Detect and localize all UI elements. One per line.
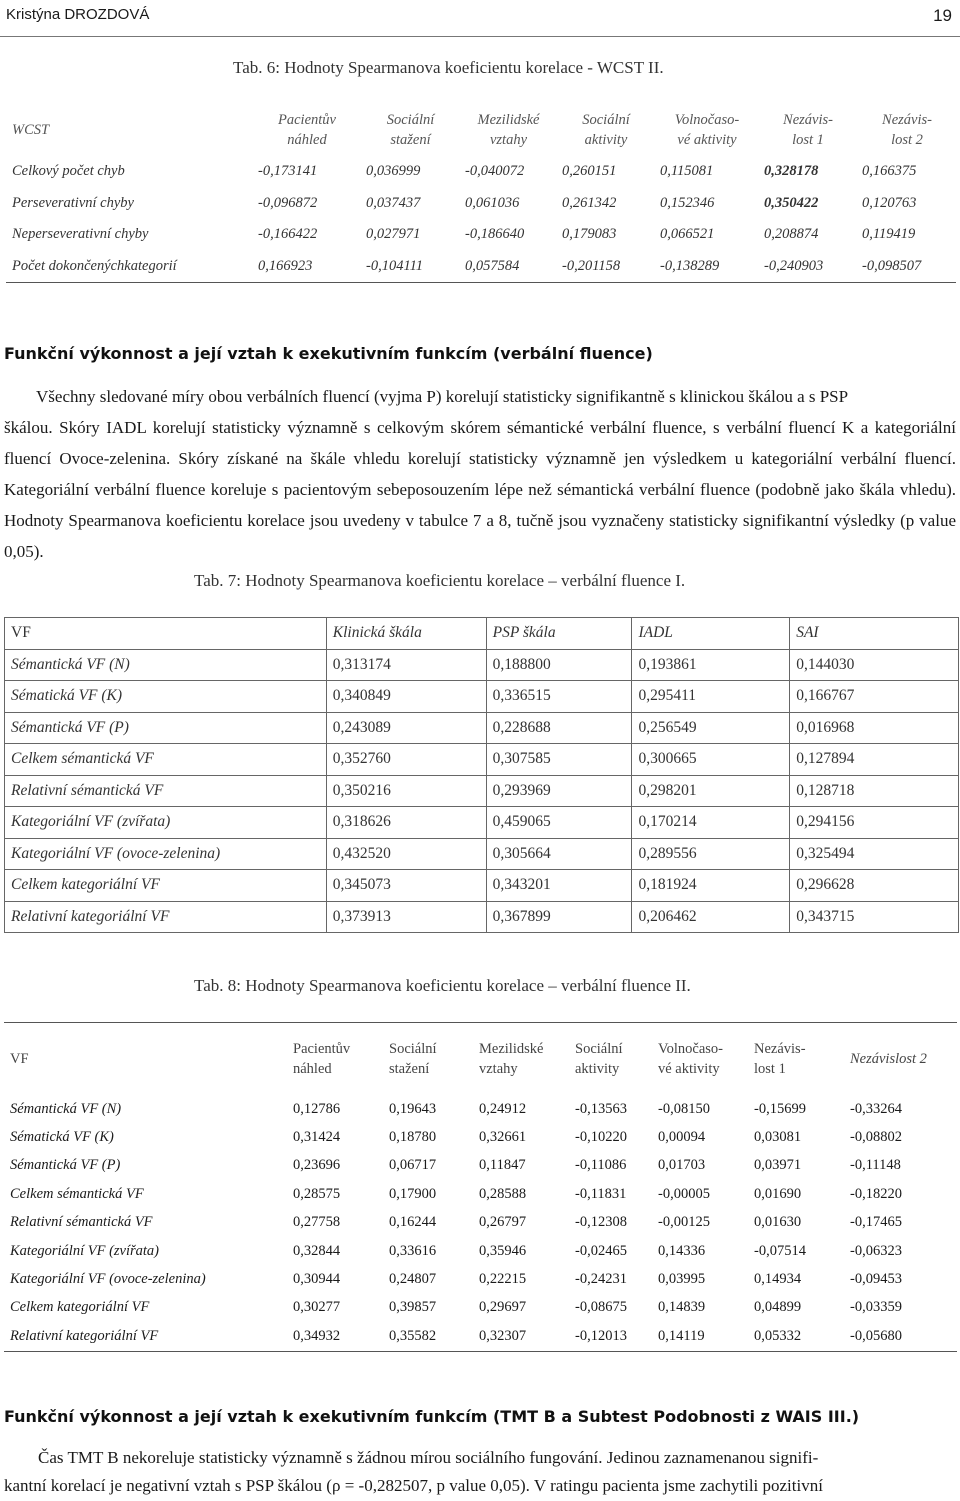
row-label: Sématická VF (K) xyxy=(10,1129,114,1146)
table-cell: 0,119419 xyxy=(862,226,916,243)
table-cell: 0,325494 xyxy=(790,838,959,870)
table-cell: 0,208874 xyxy=(764,226,819,243)
table-cell: -0,040072 xyxy=(465,163,525,180)
table-cell: 0,28588 xyxy=(479,1185,527,1202)
table-cell: 0,260151 xyxy=(562,163,617,180)
column-header: Sociální stažení xyxy=(386,112,435,148)
table-cell: 0,14119 xyxy=(658,1327,705,1344)
table6-wcst xyxy=(6,104,956,283)
table-cell: 0,343715 xyxy=(790,901,959,933)
column-header: Nezávis- lost 1 xyxy=(783,112,833,148)
table-cell: -0,02465 xyxy=(575,1242,627,1259)
column-header: Pacientův náhled xyxy=(293,1041,351,1077)
table-cell: 0,340849 xyxy=(326,681,486,713)
table-cell: 0,193861 xyxy=(632,649,790,681)
row-label: Sémantická VF (P) xyxy=(10,1157,121,1174)
table-cell: 0,03081 xyxy=(754,1129,802,1146)
table-cell: 0,057584 xyxy=(465,257,520,274)
table-cell: 0,206462 xyxy=(632,901,790,933)
table-cell: -0,06323 xyxy=(850,1242,902,1259)
table-cell: 0,17900 xyxy=(389,1185,437,1202)
table-cell: 0,188800 xyxy=(486,649,632,681)
table-cell: 0,34932 xyxy=(293,1327,341,1344)
column-header: Pacientův náhled xyxy=(278,112,336,148)
paragraph-first-line: Všechny sledované míry obou verbálních fluencí (vyjma P) korelují statisticky signifikantně s klinickou škálou a s PSP xyxy=(36,387,849,406)
table8-caption: Tab. 8: Hodnoty Spearmanova koeficientu korelace – verbální fluence II. xyxy=(194,976,691,995)
table-cell: 0,19643 xyxy=(389,1100,437,1117)
table-cell: -0,13563 xyxy=(575,1100,627,1117)
table-cell: 0,29697 xyxy=(479,1299,527,1316)
column-header: Klinická škála xyxy=(326,618,486,650)
table-cell: 0,12786 xyxy=(293,1100,341,1117)
table-cell: -0,240903 xyxy=(764,257,824,274)
row-label: Neperseverativní chyby xyxy=(12,226,149,243)
section-paragraph-tmt xyxy=(4,1444,956,1500)
table-cell: -0,08150 xyxy=(658,1100,710,1117)
column-header: Sociální aktivity xyxy=(582,112,630,148)
table-cell: 0,318626 xyxy=(326,807,486,839)
page-number: 19 xyxy=(933,6,952,25)
table-cell: 0,373913 xyxy=(326,901,486,933)
column-header: Sociální stažení xyxy=(389,1041,437,1077)
table-cell: -0,11086 xyxy=(575,1157,627,1174)
column-header: PSP škála xyxy=(486,618,632,650)
section-paragraph-verbal-fluence xyxy=(4,381,956,567)
column-header: WCST xyxy=(12,122,50,138)
table-cell: 0,14839 xyxy=(658,1299,706,1316)
table-header-row xyxy=(6,104,956,156)
table-cell: 0,181924 xyxy=(632,870,790,902)
table-cell: 0,115081 xyxy=(660,163,714,180)
row-label: Celkem sémantická VF xyxy=(10,1185,144,1202)
table-cell: 0,23696 xyxy=(293,1157,341,1174)
row-label: Kategoriální VF (zvířata) xyxy=(5,807,327,839)
table-cell: 0,036999 xyxy=(366,163,421,180)
table-cell: 0,261342 xyxy=(562,194,617,211)
table-cell: 0,06717 xyxy=(389,1157,437,1174)
column-header: Nezávis- lost 1 xyxy=(754,1041,806,1077)
table-cell: 0,28575 xyxy=(293,1185,341,1202)
table-cell: 0,14934 xyxy=(754,1271,802,1288)
row-label: Relativní kategoriální VF xyxy=(10,1327,159,1344)
table-cell: 0,027971 xyxy=(366,226,421,243)
table-cell: 0,296628 xyxy=(790,870,959,902)
table-cell: 0,459065 xyxy=(486,807,632,839)
table-cell: 0,01690 xyxy=(754,1185,802,1202)
table-cell: -0,00005 xyxy=(658,1185,710,1202)
table-cell: 0,120763 xyxy=(862,194,917,211)
table-cell: 0,39857 xyxy=(389,1299,437,1316)
table-cell: 0,066521 xyxy=(660,226,715,243)
table-cell: -0,09453 xyxy=(850,1271,902,1288)
table-cell: -0,15699 xyxy=(754,1100,806,1117)
table-cell: 0,18780 xyxy=(389,1129,437,1146)
row-label: Relativní sémantická VF xyxy=(5,775,327,807)
table-cell: -0,11831 xyxy=(575,1185,627,1202)
table-cell: 0,179083 xyxy=(562,226,617,243)
column-header: IADL xyxy=(632,618,790,650)
table-cell: 0,27758 xyxy=(293,1214,341,1231)
table-cell: -0,24231 xyxy=(575,1271,627,1288)
table-cell: 0,35946 xyxy=(479,1242,527,1259)
table-row xyxy=(5,712,959,744)
column-header: Nezávis- lost 2 xyxy=(882,112,932,148)
table-row xyxy=(4,1237,957,1265)
table-cell: -0,03359 xyxy=(850,1299,902,1316)
row-label: Relativní kategoriální VF xyxy=(5,901,327,933)
row-label: Perseverativní chyby xyxy=(12,194,134,211)
row-label: Celkový počet chyb xyxy=(12,163,125,180)
table-cell: 0,31424 xyxy=(293,1129,341,1146)
row-label: Celkem kategoriální VF xyxy=(5,870,327,902)
column-header: Volnočaso- vé aktivity xyxy=(658,1041,723,1077)
table-cell: 0,228688 xyxy=(486,712,632,744)
table-cell: -0,17465 xyxy=(850,1214,902,1231)
table-cell: -0,096872 xyxy=(258,194,318,211)
table-cell: 0,305664 xyxy=(486,838,632,870)
paragraph-body: kantní korelací je negativní vztah s PSP škálou (ρ = -0,282507, p value 0,05). V ratingu pacienta jsme zachytili pozitivní xyxy=(4,1476,823,1495)
table-cell: -0,11148 xyxy=(850,1157,901,1174)
row-label: Kategoriální VF (zvířata) xyxy=(10,1242,160,1259)
table-row xyxy=(6,188,956,220)
table-cell: 0,166767 xyxy=(790,681,959,713)
table-cell: -0,104111 xyxy=(366,257,424,274)
table-cell: -0,12308 xyxy=(575,1214,627,1231)
table-cell: 0,352760 xyxy=(326,744,486,776)
table-cell: 0,01703 xyxy=(658,1157,706,1174)
table-cell: 0,24807 xyxy=(389,1271,437,1288)
table-cell: 0,313174 xyxy=(326,649,486,681)
column-header: VF xyxy=(10,1051,29,1067)
table-row xyxy=(4,1152,957,1180)
table-cell: 0,295411 xyxy=(632,681,790,713)
row-label: Celkem sémantická VF xyxy=(5,744,327,776)
table-cell: -0,33264 xyxy=(850,1100,902,1117)
column-header: Mezilidské vztahy xyxy=(477,112,540,148)
table-cell: 0,32844 xyxy=(293,1242,341,1259)
row-label: Sémantická VF (N) xyxy=(10,1100,122,1117)
table-row xyxy=(5,775,959,807)
table-cell: 0,32661 xyxy=(479,1129,527,1146)
table-cell: -0,166422 xyxy=(258,226,318,243)
column-header: VF xyxy=(5,618,327,650)
table7-verbal-fluence-1 xyxy=(4,617,959,933)
column-header: SAI xyxy=(790,618,959,650)
table-row xyxy=(5,807,959,839)
table-cell: -0,08675 xyxy=(575,1299,627,1316)
table-cell: 0,30277 xyxy=(293,1299,341,1316)
table7-caption: Tab. 7: Hodnoty Spearmanova koeficientu korelace – verbální fluence I. xyxy=(194,571,686,590)
table-header-row xyxy=(4,1023,957,1096)
table-cell: 0,345073 xyxy=(326,870,486,902)
table-cell: 0,350422 xyxy=(764,194,819,211)
table-cell: -0,08802 xyxy=(850,1129,902,1146)
table-cell: 0,307585 xyxy=(486,744,632,776)
table-cell: 0,14336 xyxy=(658,1242,706,1259)
table-cell: -0,05680 xyxy=(850,1327,902,1344)
table-cell: -0,173141 xyxy=(258,163,318,180)
table-cell: -0,138289 xyxy=(660,257,720,274)
table6-caption: Tab. 6: Hodnoty Spearmanova koeficientu korelace - WCST II. xyxy=(233,58,664,77)
paragraph-first-line: Čas TMT B nekoreluje statisticky významně s žádnou mírou sociálního fungování. Jedinou zaznamenanou signifi- xyxy=(38,1448,819,1467)
table-row xyxy=(4,1209,957,1237)
table-row xyxy=(5,649,959,681)
table-row xyxy=(5,838,959,870)
table-cell: 0,32307 xyxy=(479,1327,527,1344)
page-header xyxy=(0,0,960,37)
table-row xyxy=(5,901,959,933)
table-cell: 0,33616 xyxy=(389,1242,437,1259)
table-cell: 0,289556 xyxy=(632,838,790,870)
table-cell: 0,00094 xyxy=(658,1129,706,1146)
table-cell: 0,367899 xyxy=(486,901,632,933)
table-cell: 0,152346 xyxy=(660,194,715,211)
table-row xyxy=(5,744,959,776)
table-cell: 0,298201 xyxy=(632,775,790,807)
table-cell: 0,01630 xyxy=(754,1214,802,1231)
table-cell: 0,166375 xyxy=(862,163,917,180)
table-row xyxy=(6,219,956,251)
column-header: Volnočaso- vé aktivity xyxy=(674,112,740,148)
table-row xyxy=(5,870,959,902)
row-label: Počet dokončenýchkategorií xyxy=(12,257,177,274)
table-cell: 0,170214 xyxy=(632,807,790,839)
table-row xyxy=(6,251,956,283)
table-cell: 0,144030 xyxy=(790,649,959,681)
table-cell: 0,256549 xyxy=(632,712,790,744)
table-cell: -0,186640 xyxy=(465,226,525,243)
table-cell: 0,293969 xyxy=(486,775,632,807)
row-label: Relativní sémantická VF xyxy=(10,1214,153,1231)
row-label: Kategoriální VF (ovoce-zelenina) xyxy=(10,1271,206,1288)
table-cell: 0,16244 xyxy=(389,1214,437,1231)
row-label: Celkem kategoriální VF xyxy=(10,1299,150,1316)
table-cell: 0,350216 xyxy=(326,775,486,807)
table-cell: 0,22215 xyxy=(479,1271,527,1288)
column-header: Mezilidské vztahy xyxy=(479,1041,544,1077)
table-cell: -0,098507 xyxy=(862,257,922,274)
table-row xyxy=(4,1123,957,1151)
table-cell: 0,336515 xyxy=(486,681,632,713)
table-cell: 0,166923 xyxy=(258,257,313,274)
table-cell: -0,201158 xyxy=(562,257,621,274)
author-name: Kristýna DROZDOVÁ xyxy=(6,6,150,23)
table-cell: 0,05332 xyxy=(754,1327,802,1344)
table-cell: -0,00125 xyxy=(658,1214,710,1231)
table-cell: 0,300665 xyxy=(632,744,790,776)
table-cell: -0,07514 xyxy=(754,1242,806,1259)
table-cell: 0,03995 xyxy=(658,1271,706,1288)
table-row xyxy=(4,1180,957,1208)
table-cell: 0,061036 xyxy=(465,194,520,211)
table-cell: 0,30944 xyxy=(293,1271,341,1288)
table-cell: 0,294156 xyxy=(790,807,959,839)
row-label: Sémantická VF (N) xyxy=(5,649,327,681)
table-cell: 0,26797 xyxy=(479,1214,527,1231)
table-cell: 0,24912 xyxy=(479,1100,527,1117)
table-row xyxy=(4,1322,957,1351)
column-header: Sociální aktivity xyxy=(575,1041,623,1077)
table-cell: 0,037437 xyxy=(366,194,421,211)
column-header: Nezávislost 2 xyxy=(850,1051,927,1067)
table-cell: 0,243089 xyxy=(326,712,486,744)
row-label: Kategoriální VF (ovoce-zelenina) xyxy=(5,838,327,870)
table-cell: 0,35582 xyxy=(389,1327,437,1344)
table-cell: -0,10220 xyxy=(575,1129,627,1146)
table-row xyxy=(4,1095,957,1123)
table-row xyxy=(6,156,956,188)
table-row xyxy=(4,1294,957,1322)
table8-verbal-fluence-2 xyxy=(4,1022,957,1352)
paragraph-body: škálou. Skóry IADL korelují statisticky významně s celkovým skórem sémantické verbální fluence, s verbální fluencí K a kategoriální fluencí Ovoce-zelenina. Skóry získané na škále vhledu korelují statisticky významně jen výsledkem u kategoriální verbální fluencí. Kategoriální verbální fluence koreluje s pacientovým sebeposouzením lépe než sémantická verbální fluence (podobně jako škála vhledu). Hodnoty Spearmanova koeficientu korelace jsou uvedeny v tabulce 7 a 8, tučně jsou vyznačeny statisticky signifikantní výsledky (p value 0,05). xyxy=(4,418,956,561)
table-row xyxy=(4,1265,957,1293)
table-cell: 0,11847 xyxy=(479,1157,526,1174)
table-cell: 0,343201 xyxy=(486,870,632,902)
row-label: Sématická VF (K) xyxy=(5,681,327,713)
table-cell: 0,016968 xyxy=(790,712,959,744)
section-heading-verbal-fluence: Funkční výkonnost a její vztah k exekutivním funkcím (verbální fluence) xyxy=(4,344,653,363)
table-row xyxy=(5,681,959,713)
table-cell: 0,328178 xyxy=(764,163,819,180)
table-cell: 0,128718 xyxy=(790,775,959,807)
section-heading-tmt: Funkční výkonnost a její vztah k exekutivním funkcím (TMT B a Subtest Podobnosti z WAIS III.) xyxy=(4,1407,860,1426)
row-label: Sémantická VF (P) xyxy=(5,712,327,744)
table-cell: 0,432520 xyxy=(326,838,486,870)
table-cell: -0,12013 xyxy=(575,1327,627,1344)
table-header-row xyxy=(5,618,959,650)
table-cell: 0,127894 xyxy=(790,744,959,776)
table-cell: 0,04899 xyxy=(754,1299,802,1316)
table-cell: 0,03971 xyxy=(754,1157,802,1174)
table-cell: -0,18220 xyxy=(850,1185,902,1202)
